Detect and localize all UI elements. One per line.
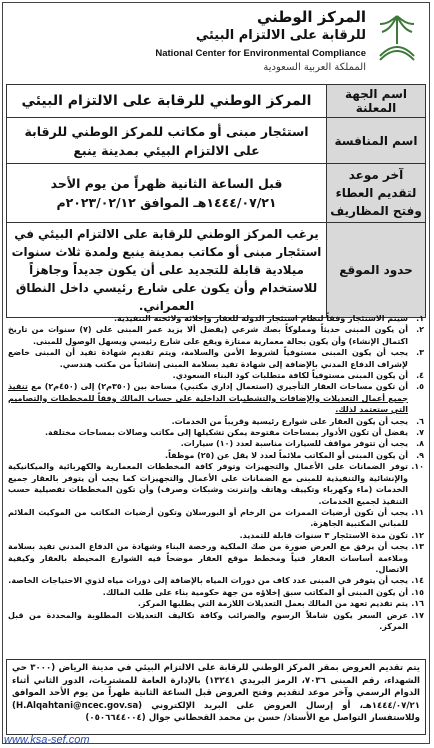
item-text-main: أن تكون مساحات العقار التأجيري (استعمال إداري مكتبي) مساحة بين (٣٥٠م٢) إلى (٤٥٠م٢) مع [31,382,408,392]
item-text-main: يجب أن يكون العقار على شوارع رئيسية وقريباً من الخدمات. [171,416,408,426]
row-value: قبل الساعة الثانية ظهراً من يوم الأحد ١٤٤٤/٠٧/٢١هـ الموافق ٢٠٢٣/٠٢/١٢م [7,164,327,223]
item-text-main: عرض السعر يكون شاملاً الرسوم والضرائب وكافة تكاليف التعديلات المطلوبة والمحددة من قبل المركز. [8,610,408,631]
item-number: ٦. [416,416,424,426]
row-label: حدود الموقع [327,223,426,318]
document-header [4,4,428,80]
item-text [8,416,408,427]
list-item [8,587,424,598]
item-text-main: يجب أن يرفق مع العرض صورة من صك الملكية ورخصة البناء وشهادة من الدفاع المدني تفيد بسلامة وملاءمة أساسات العقار فنياً ومخطط موقع العقار موضحاً فيه الشوارع المحيطة بالعقار وكيفية الاتصال. [8,542,408,574]
item-text [8,370,408,381]
table-row [7,164,426,223]
list-item [8,347,424,370]
list-item [8,461,424,507]
item-text [8,438,408,449]
table-row [7,223,426,318]
item-text-main: يجب أن تكون أرضيات الممرات من الرخام أو البورسلان وتكون أرضيات المكاتب من الموكيت الملائم للمباني المكتبية الجاهزة. [8,507,408,529]
item-text-underlined: تنفيذ جميع أعمال التعديلات والإضافات والتشطيبات الداخلية على حساب المالك وفقاً للمخططات والتصاميم التي ستعتمد لذلك. [8,382,408,415]
item-text [8,347,408,370]
list-item [8,324,424,347]
item-number: ١١. [411,507,424,517]
item-text-main: يفضل أن تكون الأدوار بمساحات مفتوحة يمكن تشكيلها إلى مكاتب وصالات بمساحات مختلفة. [44,428,408,438]
conditions-list [8,313,424,632]
item-number: ١٣. [411,542,424,552]
row-label: اسم المنافسة [327,118,426,164]
country-name: المملكة العربية السعودية [263,62,366,73]
list-item [8,575,424,586]
item-number: ١٧. [411,610,424,620]
row-label: اسم الجهة المعلنة [327,85,426,118]
item-number: ١. [416,314,424,323]
center-name-arabic-1: المركز الوطني [256,8,366,26]
watermark: www.ksa-sef.com [4,734,90,746]
item-text-main: تكون مدة الاستئجار ٣ سنوات قابلة للتمديد. [239,530,408,540]
item-text-main: توفر الضمانات على الأعمال والتجهيزات وتوفر كافة المخططات المعمارية والكهربائية والميكانيكية والإنشائية والتنفيذية للمبنى مع الضمانات على الأعمال والتجهيزات كما يجب أن يتوفر بالعقار جميع الخدمات (ماء وكهرباء وتكييف وهاتف وإنترنت وشبكات وصرف) وأن تكون المخططات تفصيلية حسب التنفيذ لجميع الخدمات. [8,462,408,506]
center-name-english: National Center for Environmental Compliance [155,48,366,59]
item-text-main: سيتم الاستئجار وفقاً لنظام استئجار الدولة للعقار وإخلائه ولائحته التنفيذية. [113,314,408,323]
item-text [8,587,408,598]
item-number: ٥. [416,382,424,392]
list-item [8,450,424,461]
list-item [8,541,424,575]
item-text [8,610,408,633]
list-item [8,530,424,541]
list-item [8,370,424,381]
item-number: ١٦. [411,599,424,609]
item-text-main: يجب أن يكون المبنى مستوفياً لشروط الأمن والسلامة، ويتم تقديم شهادة تفيد أن المبنى خاضع لإشراف الدفاع المدني بالإضافة إلى شهادة تفيد بسلامة المبنى إنشائياً من مكتب هندسي. [8,348,408,369]
list-item [8,438,424,449]
item-number: ٣. [416,348,424,358]
submission-instructions: يتم تقديم العروض بمقر المركز الوطني للرقابة على الالتزام البيئي في مدينة الرياض (٣٠٠٠ حي الشهداء، رقم المبنى ٧٠٣٦، الرمز البريدي ١٣٢٤١) بالإدارة العامة للمشتريات، الدور الثاني أثناء الدوام الرسمي وآخر موعد لتقديم وفتح العروض قبل الساعة الثانية ظهراً من يوم الأحد الموافق ١٤٤٤/٠٧/٢١هـ، أو إرسال العروض على البريد الإلكتروني (H.Alqahtani@ncec.gov.sa) وللاستفسار التواصل مع الأستاذ/ حسن بن محمد القحطاني جوال (٠٥٠٦٦٤٤٠٠٤) [6,659,426,735]
list-item [8,610,424,633]
item-text [8,427,408,438]
item-text-main: يجب أن تتوفر مواقف للسيارات مناسبة لعدد (١٠) سيارات. [180,439,408,449]
item-number: ٢. [416,325,424,335]
item-text [8,313,408,324]
item-number: ٤. [416,371,424,381]
item-text [8,575,408,586]
item-text-main: أن يكون المبنى أو المكاتب ملائماً لعدد لا يقل عن (٢٥) موظفاً. [165,450,408,460]
item-number: ١٠. [411,462,424,472]
item-number: ١٢. [411,530,424,540]
palm-swords-emblem-icon [372,10,422,76]
item-text [8,507,408,530]
list-item [8,598,424,609]
item-text-main: يجب أن يتوفر في المبنى عدد كاف من دورات المياه بالإضافة إلى دورات مياه لذوي الاحتياجات الخاصة. [8,576,408,586]
list-item [8,507,424,530]
item-text [8,598,408,609]
list-item [8,381,424,415]
center-name-arabic-2: للرقابة على الالتزام البيئي [195,28,366,43]
table-row [7,85,426,118]
announcement-table [6,84,426,318]
row-value: المركز الوطني للرقابة على الالتزام البيئي [7,85,327,118]
item-text-main: يتم تقديم تعهد من المالك بعمل التعديلات اللازمة التي يطلبها المركز. [137,599,408,609]
item-text-main: أن يكون المبنى حديثاً ومملوكاً بصك شرعي (يفضل ألا يزيد عمر المبنى على (٧) سنوات من تاريخ اكتمال الإنشاء) وأن يكون بحالة معمارية ممتازة ويقع على شارع رئيسي ويسهل الوصول للمبنى. [8,325,409,346]
item-number: ١٤. [411,576,424,586]
row-value: يرغب المركز الوطني للرقابة على الالتزام البيئي في استئجار مبنى أو مكاتب بمدينة ينبع ولمدة ثلاث سنوات ميلادية قابلة للتجديد على أن يكون جديداً وجاهزاً للاستخدام وأن يكون على شارع رئيسي داخل النطاق العمراني. [7,223,327,318]
item-text [8,450,408,461]
table-row [7,118,426,164]
item-text [8,324,408,347]
item-text-main: أن يكون المبنى مستوفياً لكافة متطلبات كود البناء السعودي. [172,371,408,381]
row-value: استئجار مبنى أو مكاتب للمركز الوطني للرقابة على الالتزام البيئي بمدينة ينبع [7,118,327,164]
item-text [8,381,408,415]
item-number: ٧. [416,428,424,438]
item-text-main: أن يكون المبنى أو المكاتب سبق إخلاؤه من جهة حكومية بناء على طلب المالك. [102,587,408,597]
item-text [8,541,408,575]
list-item [8,416,424,427]
item-number: ٩. [416,450,424,460]
row-label: آخر موعد لتقديم العطاء وفتح المظاريف [327,164,426,223]
item-number: ١٥. [411,587,424,597]
item-text [8,461,408,507]
list-item [8,313,424,324]
list-item [8,427,424,438]
item-text [8,530,408,541]
item-number: ٨. [416,439,424,449]
